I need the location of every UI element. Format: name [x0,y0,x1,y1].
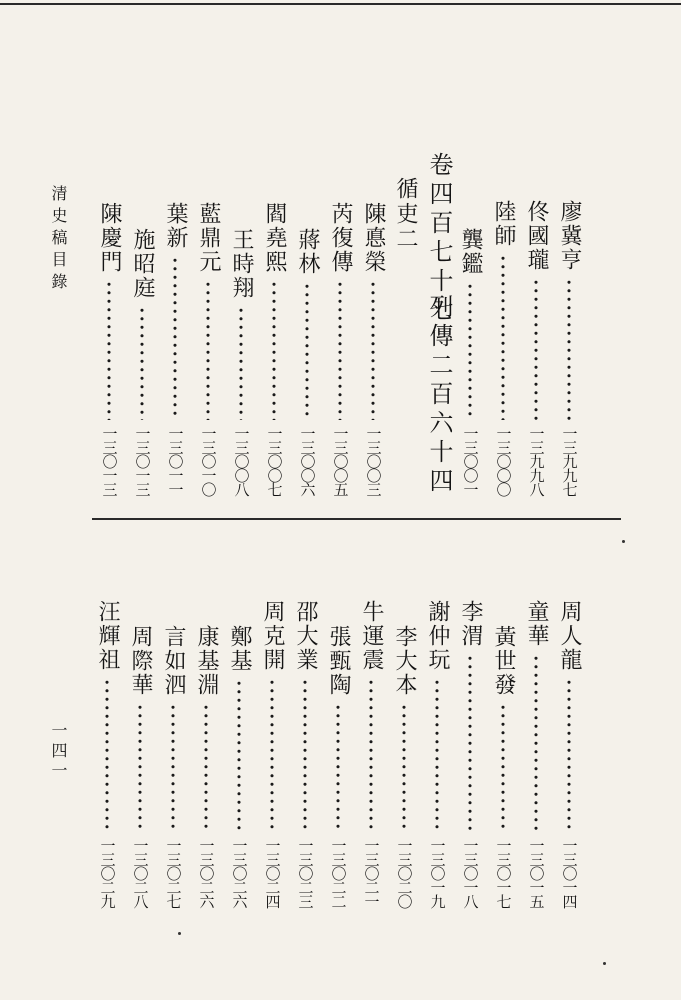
entry-name: 周人龍 [557,600,582,672]
entry-name: 陳悳榮 [361,202,386,274]
entry-name: 童華 [524,600,549,648]
toc-entry[interactable] [523,200,549,496]
dot-leader [270,678,274,832]
dot-leader [501,703,505,832]
entry-name: 王時翔 [229,228,254,300]
entry-name: 閻堯熙 [262,202,287,274]
dot-leader [501,254,505,420]
dot-leader [140,306,144,420]
biography-heading: 列傳二百六十四 [425,294,453,497]
toc-entry[interactable] [556,200,582,496]
toc-entry[interactable] [360,202,386,496]
toc-entry[interactable] [94,600,120,908]
dot-leader [105,678,109,832]
entry-page: 一三〇〇〇 [494,426,513,496]
dot-leader [338,280,342,420]
entry-name: 邵大業 [293,600,318,672]
entry-page: 一三〇二三 [296,838,315,908]
dot-leader [567,678,571,832]
entry-name: 蔣林 [295,228,320,276]
entry-name: 陳慶門 [97,202,122,274]
toc-entry[interactable] [162,202,188,496]
toc-entry[interactable] [195,202,221,496]
dot-leader [435,678,439,832]
entry-page: 一三〇一〇 [199,426,218,496]
entry-name: 黃世發 [491,625,516,697]
dot-leader [204,703,208,832]
toc-entry[interactable] [391,625,417,908]
entry-page: 一三〇一八 [461,838,480,908]
entry-page: 一三〇二六 [230,838,249,908]
dot-leader [468,282,472,420]
entry-name: 謝仲玩 [425,600,450,672]
toc-entry[interactable] [160,625,186,908]
dot-leader [107,280,111,420]
entry-name: 言如泗 [161,625,186,697]
toc-entry[interactable] [358,600,384,908]
entry-page: 一三〇二〇 [395,838,414,908]
entry-name: 牛運震 [359,600,384,672]
entry-page: 一三九九七 [560,426,579,496]
toc-entry[interactable] [96,202,122,496]
running-head: 清史稿目錄 [49,185,68,295]
entry-page: 一三〇〇七 [265,426,284,496]
toc-entry[interactable] [325,625,351,908]
dot-leader [534,278,538,420]
entry-name: 施昭庭 [130,228,155,300]
top-rule [0,3,681,5]
entry-page: 一三〇一一 [166,426,185,496]
dot-leader [369,678,373,832]
dot-leader [171,703,175,832]
page-number: 一四一 [49,722,68,782]
entry-page: 一三〇二一 [362,838,381,908]
toc-entry[interactable] [294,228,320,496]
section-divider [92,518,621,520]
dot-leader [303,678,307,832]
toc-entry[interactable] [259,600,285,908]
entry-page: 一三〇〇一 [461,426,480,496]
toc-entry[interactable] [424,600,450,908]
dot-leader [272,280,276,420]
toc-entry[interactable] [457,600,483,908]
entry-page: 一三〇〇八 [232,426,251,496]
toc-entry[interactable] [327,202,353,496]
toc-entry[interactable] [193,625,219,908]
entry-page: 一三〇一三 [133,426,152,496]
entry-page: 一三〇二八 [131,838,150,908]
toc-entry[interactable] [226,625,252,908]
dot-leader [305,282,309,420]
toc-entry[interactable] [228,228,254,496]
dot-leader [336,703,340,832]
toc-entry[interactable] [292,600,318,908]
toc-entry[interactable] [490,200,516,496]
dot-leader [239,306,243,420]
dot-leader [534,654,538,832]
entry-page: 一三〇一七 [494,838,513,908]
entry-name: 周際華 [128,625,153,697]
entry-page: 一三〇〇三 [364,426,383,496]
entry-name: 周克開 [260,600,285,672]
dot-leader [173,256,177,420]
toc-entry[interactable] [457,228,483,496]
entry-name: 葉新 [163,202,188,250]
dot-leader [468,654,472,832]
toc-entry[interactable] [261,202,287,496]
entry-page: 一三九九八 [527,426,546,496]
entry-name: 龔鑑 [458,228,483,276]
entry-page: 一三〇二九 [98,838,117,908]
entry-name: 李渭 [458,600,483,648]
entry-page: 一三〇二二 [329,838,348,908]
toc-entry[interactable] [556,600,582,908]
toc-entry[interactable] [129,228,155,496]
volume-heading: 卷四百七十七 [425,152,453,326]
entry-name: 康基淵 [194,625,219,697]
toc-entry[interactable] [127,625,153,908]
entry-name: 陸師 [491,200,516,248]
entry-name: 佟國瓏 [524,200,549,272]
entry-page: 一三〇〇六 [298,426,317,496]
entry-name: 鄭基 [227,625,252,673]
entry-page: 一三〇一三 [100,426,119,496]
entry-page: 一三〇二六 [197,838,216,908]
dot-leader [206,280,210,420]
category-heading: 循吏二 [393,177,418,252]
toc-entry[interactable] [490,625,516,908]
dot-leader [371,280,375,420]
dot-leader [138,703,142,832]
entry-page: 一三〇一九 [428,838,447,908]
entry-name: 芮復傳 [328,202,353,274]
entry-page: 一三〇一四 [560,838,579,908]
dot-leader [237,679,241,832]
entry-name: 張甄陶 [326,625,351,697]
entry-page: 一三〇一五 [527,838,546,908]
toc-entry[interactable] [523,600,549,908]
entry-page: 一三〇〇五 [331,426,350,496]
entry-name: 廖冀亨 [557,200,582,272]
entry-name: 李大本 [392,625,417,697]
dot-leader [567,278,571,420]
dot-leader [402,703,406,832]
entry-page: 一三〇二四 [263,838,282,908]
entry-name: 汪輝祖 [95,600,120,672]
entry-page: 一三〇二七 [164,838,183,908]
entry-name: 藍鼎元 [196,202,221,274]
